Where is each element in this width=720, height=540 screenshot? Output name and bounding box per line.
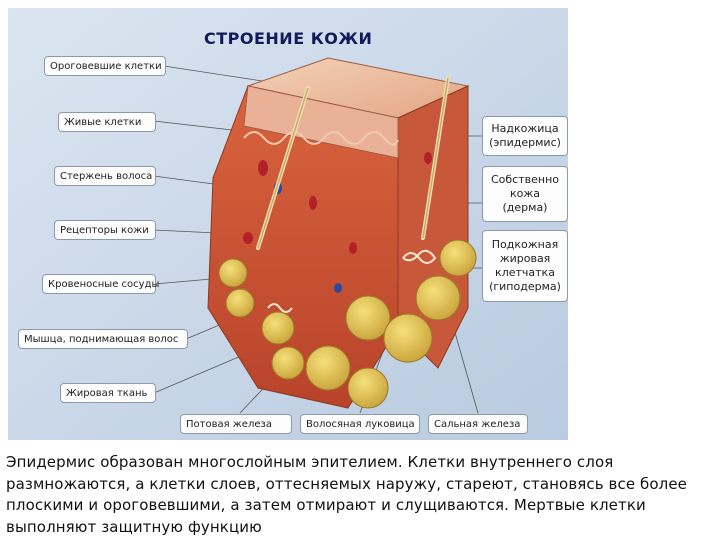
label-dermis-line2: кожа [509, 187, 541, 200]
label-hypodermis-line1: Подкожная [491, 238, 559, 251]
diagram-title: СТРОЕНИЕ КОЖИ [204, 29, 373, 48]
label-dermis-line1: Собственно [490, 173, 559, 186]
label-sweat-gland: Потовая железа [180, 414, 292, 434]
label-sebaceous-gland: Сальная железа [428, 414, 528, 434]
label-keratinized-cells: Ороговевшие клетки [44, 56, 166, 76]
skin-structure-figure [8, 8, 568, 440]
label-skin-receptors: Рецепторы кожи [54, 220, 156, 240]
label-epidermis-line1: Надкожица [491, 122, 559, 135]
label-hypodermis [482, 230, 568, 302]
label-blood-vessels: Кровеносные сосуды [42, 274, 156, 294]
caption-text: Эпидермис образован многослойным эпителием. Клетки внутреннего слоя размножаются, а клетки слоев, оттесняемых наружу, стареют, становясь все более плоскими и ороговевшими, а затем отмирают и слущиваются. Мертвые клетки выполняют защитную функцию [6, 453, 688, 536]
label-hypodermis-line3: клетчатка [495, 266, 555, 279]
label-dermis [482, 166, 568, 222]
label-epidermis-line2: (эпидермис) [489, 136, 561, 149]
label-hypodermis-line2: жировая [499, 252, 551, 265]
label-hair-muscle: Мышца, поднимающая волос [18, 329, 188, 349]
label-hair-bulb: Волосяная луковица [300, 414, 420, 434]
label-dermis-line3: (дерма) [502, 201, 548, 214]
label-hair-shaft: Стержень волоса [54, 166, 156, 186]
label-fat-tissue: Жировая ткань [60, 383, 156, 403]
label-hypodermis-line4: (гиподерма) [489, 280, 561, 293]
label-living-cells: Живые клетки [58, 112, 156, 132]
label-epidermis [482, 116, 568, 156]
